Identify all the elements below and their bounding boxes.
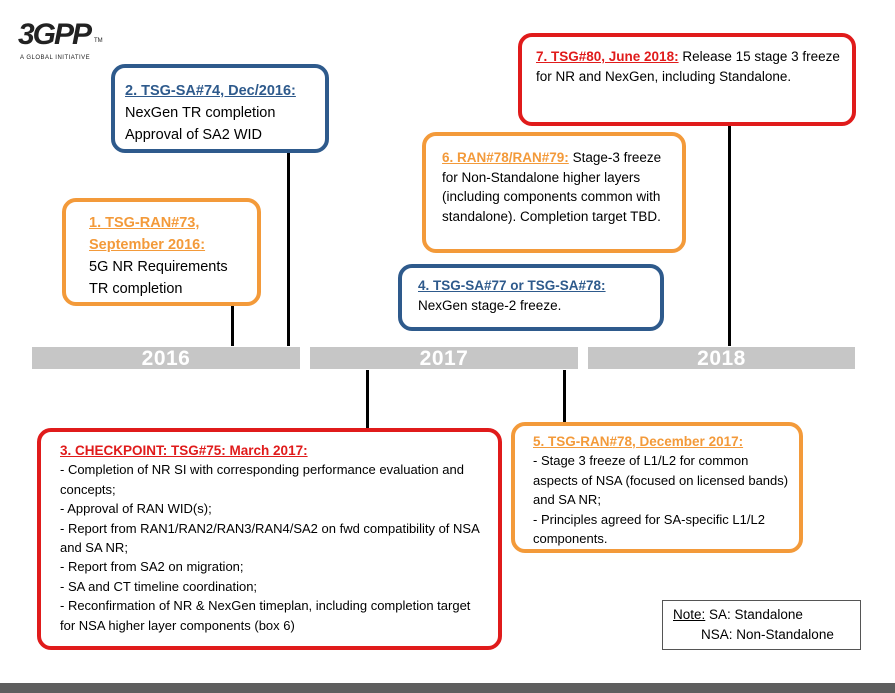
note-box [662, 600, 861, 650]
connector-box1 [231, 302, 234, 346]
box5-title: 5. TSG-RAN#78, December 2017: [533, 434, 744, 449]
box4-title: 4. TSG-SA#77 or TSG-SA#78: [418, 278, 606, 293]
milestone-box-6 [422, 132, 686, 253]
milestone-box-1 [62, 198, 261, 306]
milestone-box-4 [398, 264, 664, 331]
box5-item: - Stage 3 freeze of L1/L2 for common aspects of NSA (focused on licensed bands) and SA NR; [533, 453, 789, 508]
box2-line1: NexGen TR completion [125, 105, 276, 121]
box3-item: - Completion of NR SI with corresponding performance evaluation and concepts; [60, 462, 464, 497]
footer-bar [0, 683, 895, 693]
box1-title-line1: 1. TSG-RAN#73, [89, 215, 200, 231]
box1-title-line2: September 2016: [89, 237, 206, 253]
milestone-box-3 [37, 428, 502, 650]
logo-tagline: A GLOBAL INITIATIVE [20, 55, 91, 61]
year-2016: 2016 [32, 347, 300, 369]
box3-item: - SA and CT timeline coordination; [60, 578, 258, 594]
box1-line1: 5G NR Requirements [89, 259, 228, 275]
year-2018: 2018 [588, 347, 855, 369]
connector-box5 [563, 370, 566, 424]
logo-text: 3GPP [18, 18, 91, 51]
logo-tm: TM [94, 38, 103, 44]
box3-item: - Reconfirmation of NR & NexGen timeplan, including completion target for NSA higher layer components (box 6) [60, 598, 471, 633]
connector-box2 [287, 150, 290, 346]
note-line1: SA: Standalone [705, 607, 803, 622]
year-2017: 2017 [310, 347, 578, 369]
box3-item: - Approval of RAN WID(s); [60, 501, 212, 517]
note-line2: NSA: Non-Standalone [701, 627, 834, 642]
box3-item: - Report from SA2 on migration; [60, 559, 244, 575]
3gpp-logo [18, 18, 108, 66]
box6-title: 6. RAN#78/RAN#79: [442, 150, 569, 165]
milestone-box-2 [111, 64, 329, 153]
box4-line1: NexGen stage-2 freeze. [418, 298, 562, 313]
box1-line2: TR completion [89, 281, 183, 297]
milestone-box-5 [511, 422, 803, 553]
box7-title: 7. TSG#80, June 2018: [536, 49, 679, 64]
box3-title: 3. CHECKPOINT: TSG#75: March 2017: [60, 443, 308, 458]
connector-box7 [728, 124, 731, 346]
note-label: Note: [673, 607, 706, 622]
milestone-box-7 [518, 33, 856, 126]
box2-title: 2. TSG-SA#74, Dec/2016: [125, 83, 296, 99]
box5-item: - Principles agreed for SA-specific L1/L2 components. [533, 511, 765, 547]
box3-item: - Report from RAN1/RAN2/RAN3/RAN4/SA2 on fwd compatibility of NSA and SA NR; [60, 520, 480, 556]
box2-line2: Approval of SA2 WID [125, 127, 262, 143]
box6-body: Stage-3 freeze for Non-Standalone higher layers (including components common with standalone). Completion target TBD. [442, 150, 662, 224]
box7-body: Release 15 stage 3 freeze for NR and NexGen, including Standalone. [536, 49, 840, 84]
connector-box3 [366, 370, 369, 430]
